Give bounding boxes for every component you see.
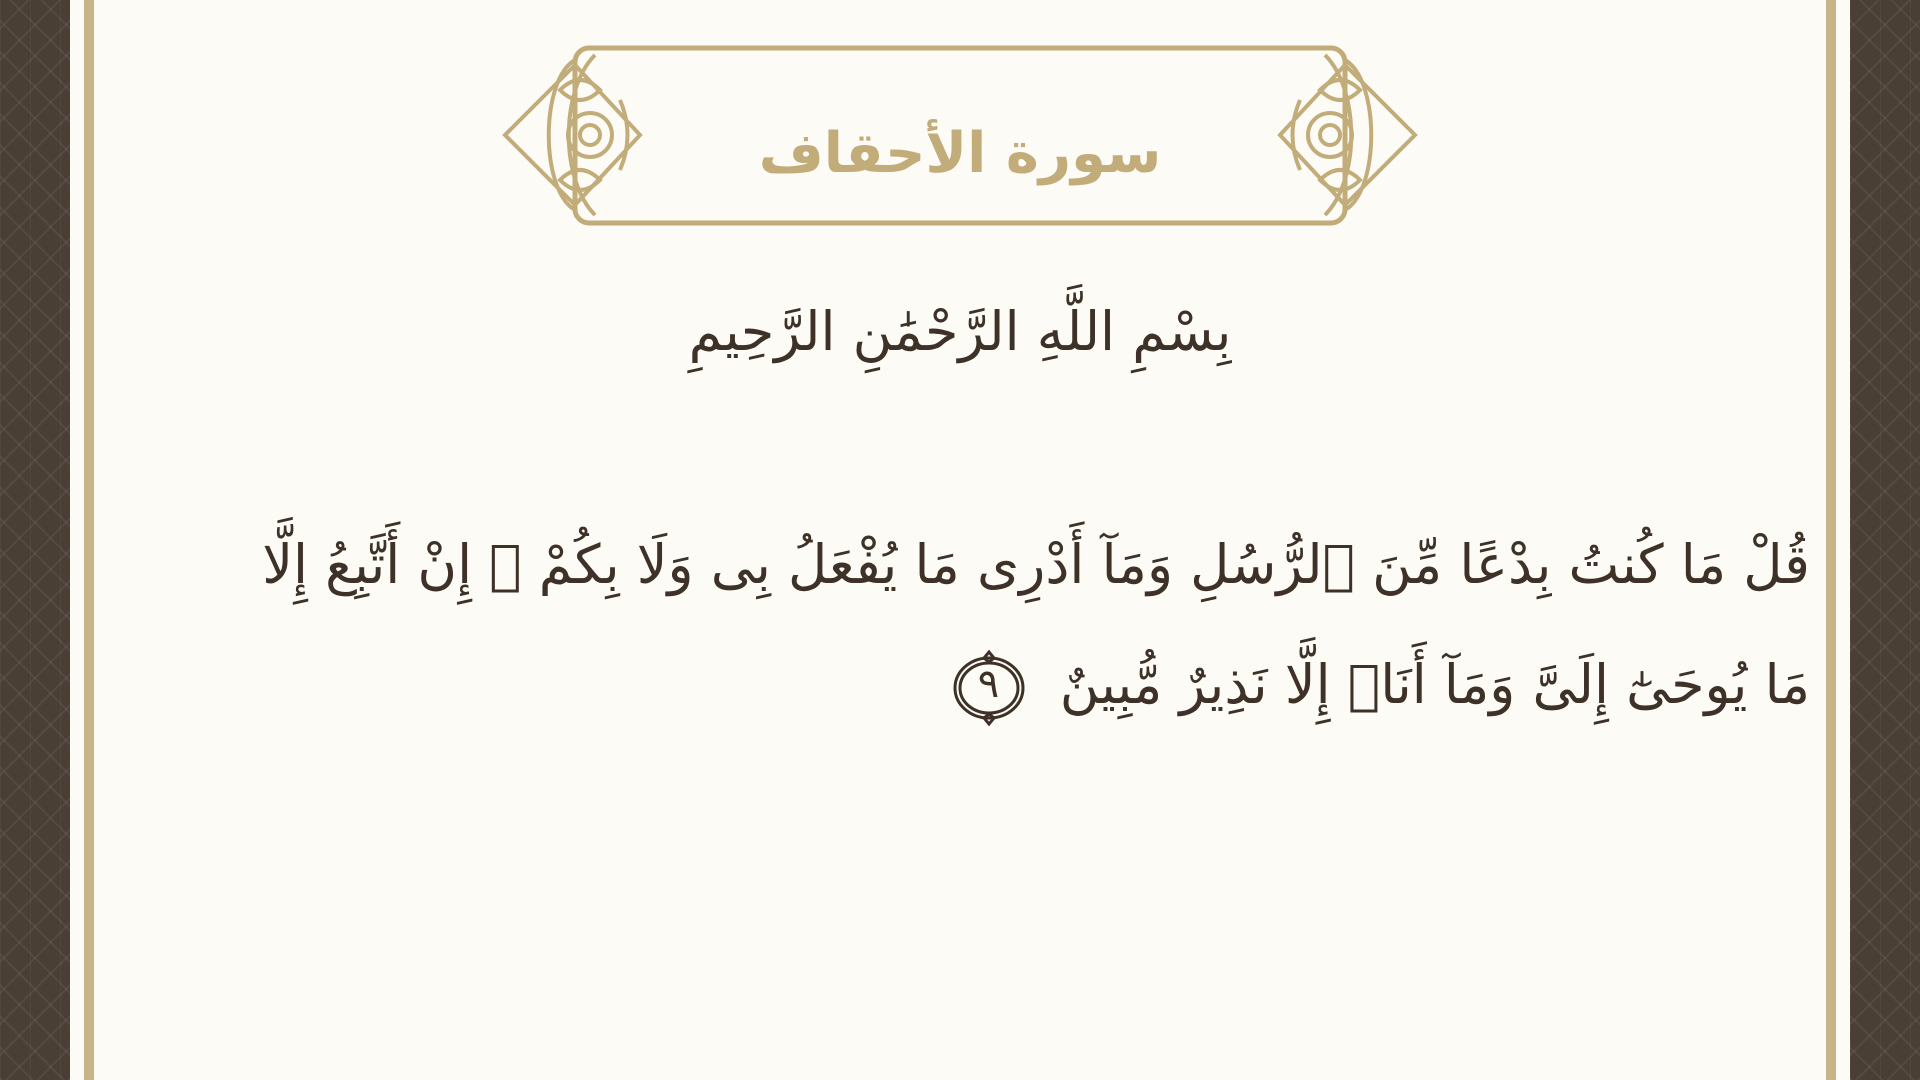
basmala-text: بِسْمِ اللَّهِ الرَّحْمَٰنِ الرَّحِيمِ xyxy=(688,300,1232,363)
surah-title: سورة الأحقاف xyxy=(758,121,1162,186)
verse-block xyxy=(250,505,1810,745)
right-gold-rule xyxy=(1826,0,1836,1080)
right-decorative-border xyxy=(1850,0,1920,1080)
verse-text: قُلْ مَا كُنتُ بِدْعًا مِّنَ ٱلرُّسُلِ وَمَآ أَدْرِى مَا يُفْعَلُ بِى وَلَا بِكُمْ ۖ إِنْ أَتَّبِعُ إِلَّا مَا يُوحَىٰٓ إِلَىَّ وَمَآ أَنَا۠ إِلَّا نَذِيرٌ مُّبِينٌ xyxy=(262,533,1810,716)
ayah-number: ٩ xyxy=(977,661,1000,708)
surah-header-cartouche xyxy=(500,40,1420,230)
ayah-end-marker xyxy=(949,648,1029,728)
left-gold-rule xyxy=(84,0,94,1080)
left-decorative-border xyxy=(0,0,70,1080)
